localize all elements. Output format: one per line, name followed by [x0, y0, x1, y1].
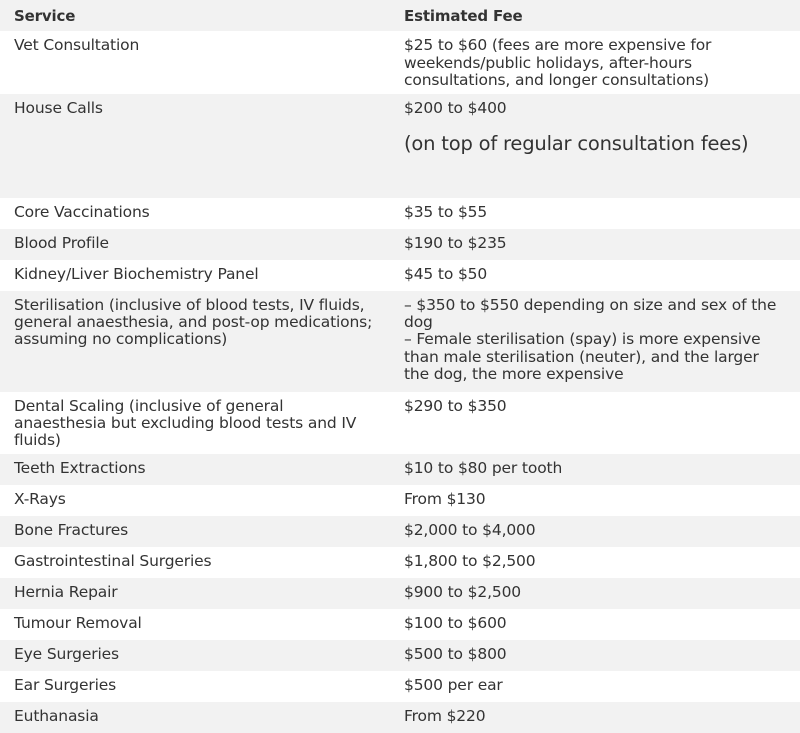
table-row — [0, 392, 800, 454]
fee-cell: From $130 — [404, 489, 486, 508]
fee-cell: $500 to $800 — [404, 644, 507, 663]
fee-cell: $35 to $55 — [404, 202, 488, 221]
service-cell: Teeth Extractions — [14, 458, 146, 477]
service-cell: Dental Scaling (inclusive of general anaesthesia but excluding blood tests and IV fluids) — [14, 396, 357, 450]
table-row — [0, 516, 800, 547]
service-cell: X-Rays — [14, 489, 66, 508]
table-row — [0, 485, 800, 516]
service-cell: Tumour Removal — [14, 613, 142, 632]
table-row — [0, 229, 800, 260]
fee-cell: $1,800 to $2,500 — [404, 551, 536, 570]
service-cell: Bone Fractures — [14, 520, 129, 539]
fee-cell: $190 to $235 — [404, 233, 507, 252]
table-row — [0, 198, 800, 229]
table-row — [0, 671, 800, 702]
table-row — [0, 547, 800, 578]
fee-cell: $25 to $60 (fees are more expensive for weekends/public holidays, after-hours consultations, and longer consultations) — [404, 36, 712, 90]
header-estimated-fee: Estimated Fee — [404, 7, 523, 25]
fee-cell: From $220 — [404, 706, 486, 725]
table-row — [0, 702, 800, 733]
service-cell: Sterilisation (inclusive of blood tests, IV fluids, general anaesthesia, and post-op medications; assuming no complications) — [14, 295, 373, 349]
table-row — [0, 291, 800, 392]
fee-line: – $350 to $550 depending on size and sex of the dog — [404, 295, 777, 332]
service-cell: Gastrointestinal Surgeries — [14, 551, 212, 570]
service-cell: Blood Profile — [14, 233, 109, 252]
table-row — [0, 454, 800, 485]
table-row — [0, 609, 800, 640]
service-cell: House Calls — [14, 98, 103, 117]
table-header-row — [0, 0, 800, 31]
fee-cell: $45 to $50 — [404, 264, 488, 283]
fee-line: – Female sterilisation (spay) is more expensive than male sterilisation (neuter), and the larger the dog, the more expensive — [404, 330, 761, 384]
fee-text: $200 to $400 — [404, 98, 507, 117]
service-cell: Eye Surgeries — [14, 644, 119, 663]
fee-cell: $500 per ear — [404, 675, 503, 694]
table-row — [0, 578, 800, 609]
header-service: Service — [14, 7, 76, 25]
fee-cell: $900 to $2,500 — [404, 582, 521, 601]
service-cell: Hernia Repair — [14, 582, 118, 601]
service-cell: Vet Consultation — [14, 36, 140, 55]
fee-cell: $2,000 to $4,000 — [404, 520, 536, 539]
table-row — [0, 94, 800, 198]
fee-cell — [392, 291, 800, 392]
service-cell: Core Vaccinations — [14, 202, 150, 221]
service-cell: Ear Surgeries — [14, 675, 117, 694]
fee-cell: $10 to $80 per tooth — [404, 458, 563, 477]
service-cell: Kidney/Liver Biochemistry Panel — [14, 264, 259, 283]
fee-note: (on top of regular consultation fees) — [404, 132, 749, 156]
table-row — [0, 640, 800, 671]
service-cell: Euthanasia — [14, 706, 99, 725]
table-row — [0, 31, 800, 93]
fee-cell — [392, 94, 800, 198]
table-row — [0, 260, 800, 291]
fee-cell: $290 to $350 — [404, 396, 507, 415]
fee-cell: $100 to $600 — [404, 613, 507, 632]
